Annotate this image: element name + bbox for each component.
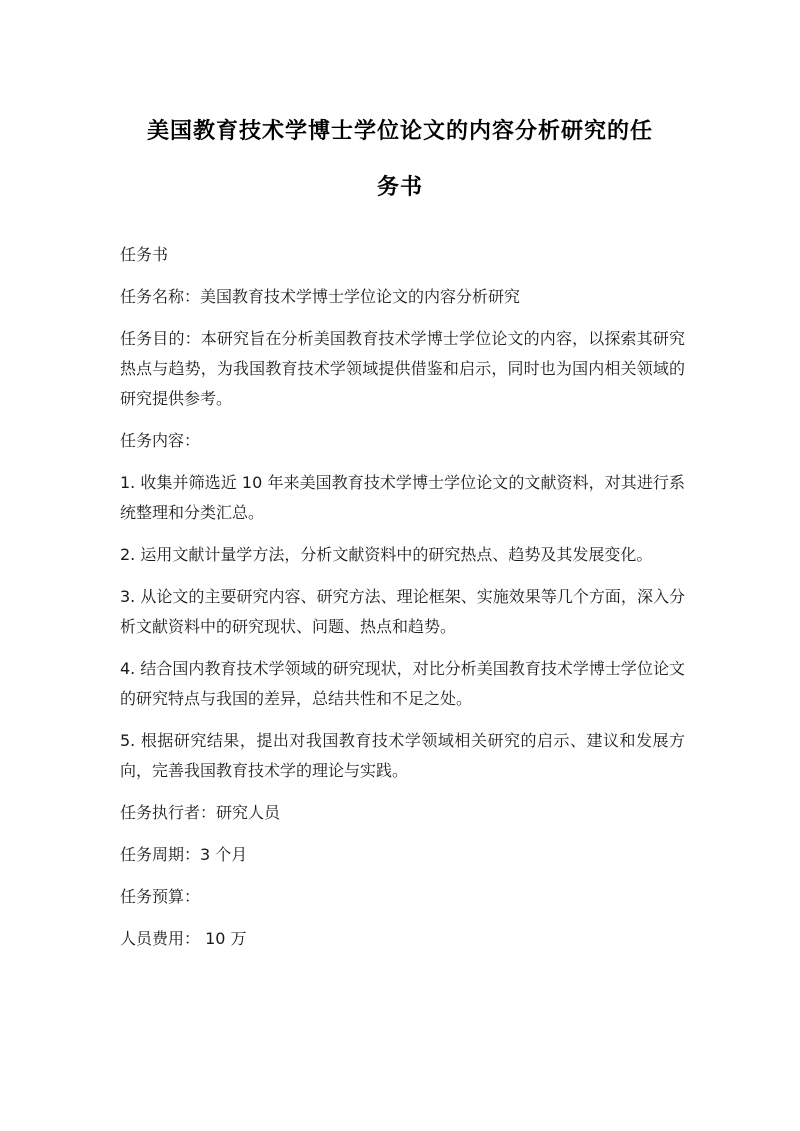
task-content-item-3: 3. 从论文的主要研究内容、研究方法、理论框架、实施效果等几个方面，深入分析文献资料中的研究现状、问题、热点和趋势。 <box>120 587 685 636</box>
task-budget-heading: 任务预算： <box>120 887 201 906</box>
task-content-item-5: 5. 根据研究结果，提出对我国教育技术学领域相关研究的启示、建议和发展方向，完善我国教育技术学的理论与实践。 <box>120 731 685 780</box>
document-title-line-1: 美国教育技术学博士学位论文的内容分析研究的任 <box>146 119 653 144</box>
task-name: 任务名称：美国教育技术学博士学位论文的内容分析研究 <box>120 287 521 306</box>
task-period: 任务周期：3 个月 <box>120 845 248 864</box>
section-heading-task-book: 任务书 <box>120 245 169 264</box>
document-body <box>120 240 685 966</box>
task-executor: 任务执行者：研究人员 <box>120 803 281 822</box>
task-content-heading: 任务内容： <box>120 431 201 450</box>
document-title-line-2: 务书 <box>376 175 423 200</box>
task-content-item-4: 4. 结合国内教育技术学领域的研究现状，对比分析美国教育技术学博士学位论文的研究特点与我国的差异，总结共性和不足之处。 <box>120 659 685 708</box>
task-content-item-1: 1. 收集并筛选近 10 年来美国教育技术学博士学位论文的文献资料，对其进行系统整理和分类汇总。 <box>120 473 685 522</box>
task-content-item-2: 2. 运用文献计量学方法，分析文献资料中的研究热点、趋势及其发展变化。 <box>120 545 653 564</box>
task-purpose: 任务目的：本研究旨在分析美国教育技术学博士学位论文的内容，以探索其研究热点与趋势，为我国教育技术学领域提供借鉴和启示，同时也为国内相关领域的研究提供参考。 <box>120 329 685 408</box>
personnel-cost: 人员费用： 10 万 <box>120 929 247 948</box>
